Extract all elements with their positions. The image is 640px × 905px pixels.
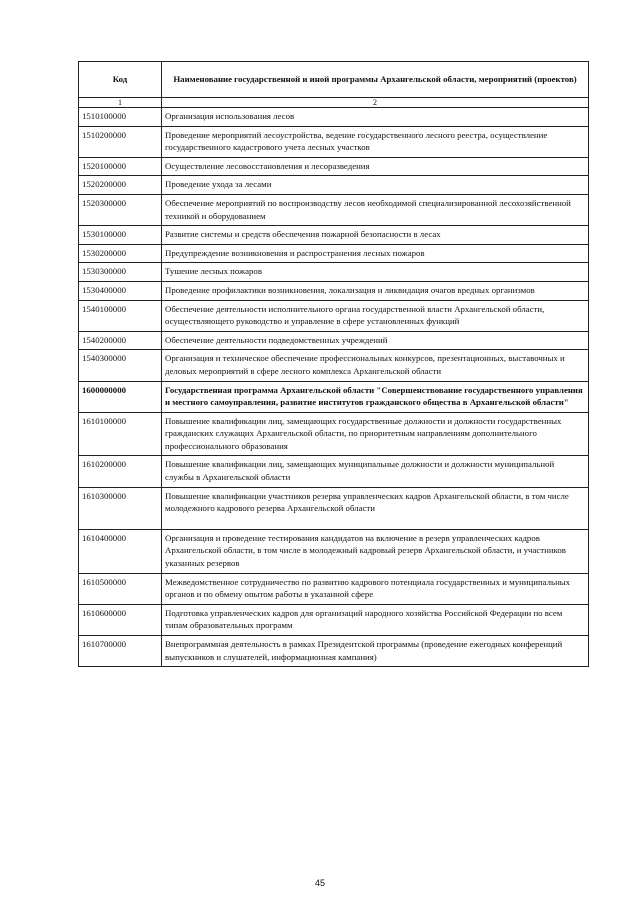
table-row-program xyxy=(79,381,589,412)
row-name: Осуществление лесовосстановления и лесоразведения xyxy=(162,157,589,176)
row-name: Подготовка управленческих кадров для организаций народного хозяйства Российской Федерации по всем типам образовательных программ xyxy=(162,604,589,635)
table-row xyxy=(79,226,589,245)
row-name: Межведомственное сотрудничество по развитию кадрового потенциала государственных и муниципальных органов и по обмену опытом работы в указанной сфере xyxy=(162,573,589,604)
row-name: Предупреждение возникновения и распространения лесных пожаров xyxy=(162,244,589,263)
row-code: 1610600000 xyxy=(79,604,162,635)
row-name: Внепрограммная деятельность в рамках Президентской программы (проведение ежегодных конференций выпускников и слушателей, информационная кампания) xyxy=(162,636,589,667)
row-code: 1510100000 xyxy=(79,108,162,127)
row-code: 1610300000 xyxy=(79,487,162,529)
column-number: 1 xyxy=(79,98,162,108)
row-name: Повышение квалификации лиц, замещающих государственные должности и должности государственных гражданских служащих Архангельской области, по приоритетным направлениям дополнительного профессионального образования xyxy=(162,412,589,456)
table-row xyxy=(79,176,589,195)
table-row xyxy=(79,157,589,176)
table-body xyxy=(79,108,589,667)
row-code: 1530300000 xyxy=(79,263,162,282)
table-row xyxy=(79,456,589,487)
row-code: 1600000000 xyxy=(79,381,162,412)
table-row xyxy=(79,281,589,300)
header-code: Код xyxy=(79,62,162,98)
column-number: 2 xyxy=(162,98,589,108)
table-row xyxy=(79,412,589,456)
table-row xyxy=(79,300,589,331)
program-codes-table xyxy=(78,61,589,667)
row-name: Повышение квалификации лиц, замещающих муниципальные должности и должности муниципальной службы в Архангельской области xyxy=(162,456,589,487)
row-name: Организация и проведение тестирования кандидатов на включение в резерв управленческих кадров Архангельской области, в том числе в молодежный кадровый резерв Архангельской области, и участников указанных резервов xyxy=(162,529,589,573)
row-code: 1610500000 xyxy=(79,573,162,604)
row-code: 1530100000 xyxy=(79,226,162,245)
row-code: 1540100000 xyxy=(79,300,162,331)
row-code: 1530400000 xyxy=(79,281,162,300)
row-name: Обеспечение деятельности исполнительного органа государственной власти Архангельской области, осуществляющего руководство и управление в сфере установленных функций xyxy=(162,300,589,331)
row-code: 1540200000 xyxy=(79,331,162,350)
table-row xyxy=(79,108,589,127)
table-row xyxy=(79,636,589,667)
row-name: Организация использования лесов xyxy=(162,108,589,127)
column-number-row xyxy=(79,98,589,108)
row-code: 1520300000 xyxy=(79,194,162,225)
row-name: Обеспечение мероприятий по воспроизводству лесов необходимой специализированной лесохозяйственной техникой и оборудованием xyxy=(162,194,589,225)
table-row xyxy=(79,529,589,573)
table-header-row xyxy=(79,62,589,98)
row-code: 1520200000 xyxy=(79,176,162,195)
row-code: 1610100000 xyxy=(79,412,162,456)
row-name: Организация и техническое обеспечение профессиональных конкурсов, презентационных, выставочных и деловых мероприятий в сфере лесного комплекса Архангельской области xyxy=(162,350,589,381)
table-row xyxy=(79,194,589,225)
header-name: Наименование государственной и иной программы Архангельской области, мероприятий (проектов) xyxy=(162,62,589,98)
row-name: Повышение квалификации участников резерва управленческих кадров Архангельской области, в том числе молодежного кадрового резерва Архангельской области xyxy=(162,487,589,529)
table-row xyxy=(79,331,589,350)
table-row xyxy=(79,350,589,381)
row-name: Проведение ухода за лесами xyxy=(162,176,589,195)
table-row xyxy=(79,126,589,157)
table-row xyxy=(79,487,589,529)
row-code: 1520100000 xyxy=(79,157,162,176)
row-name: Проведение профилактики возникновения, локализация и ликвидация очагов вредных организмов xyxy=(162,281,589,300)
row-code: 1610400000 xyxy=(79,529,162,573)
row-name: Тушение лесных пожаров xyxy=(162,263,589,282)
row-name: Государственная программа Архангельской области "Совершенствование государственного управления и местного самоуправления, развитие институтов гражданского общества в Архангельской области" xyxy=(162,381,589,412)
row-code: 1540300000 xyxy=(79,350,162,381)
table-row xyxy=(79,244,589,263)
table-row xyxy=(79,573,589,604)
row-code: 1510200000 xyxy=(79,126,162,157)
row-code: 1610200000 xyxy=(79,456,162,487)
row-code: 1610700000 xyxy=(79,636,162,667)
row-name: Обеспечение деятельности подведомственных учреждений xyxy=(162,331,589,350)
row-name: Развитие системы и средств обеспечения пожарной безопасности в лесах xyxy=(162,226,589,245)
page-number: 45 xyxy=(314,878,325,888)
table-row xyxy=(79,263,589,282)
row-name: Проведение мероприятий лесоустройства, ведение государственного лесного реестра, осуществление государственного кадастрового учета лесных участков xyxy=(162,126,589,157)
row-code: 1530200000 xyxy=(79,244,162,263)
table-row xyxy=(79,604,589,635)
